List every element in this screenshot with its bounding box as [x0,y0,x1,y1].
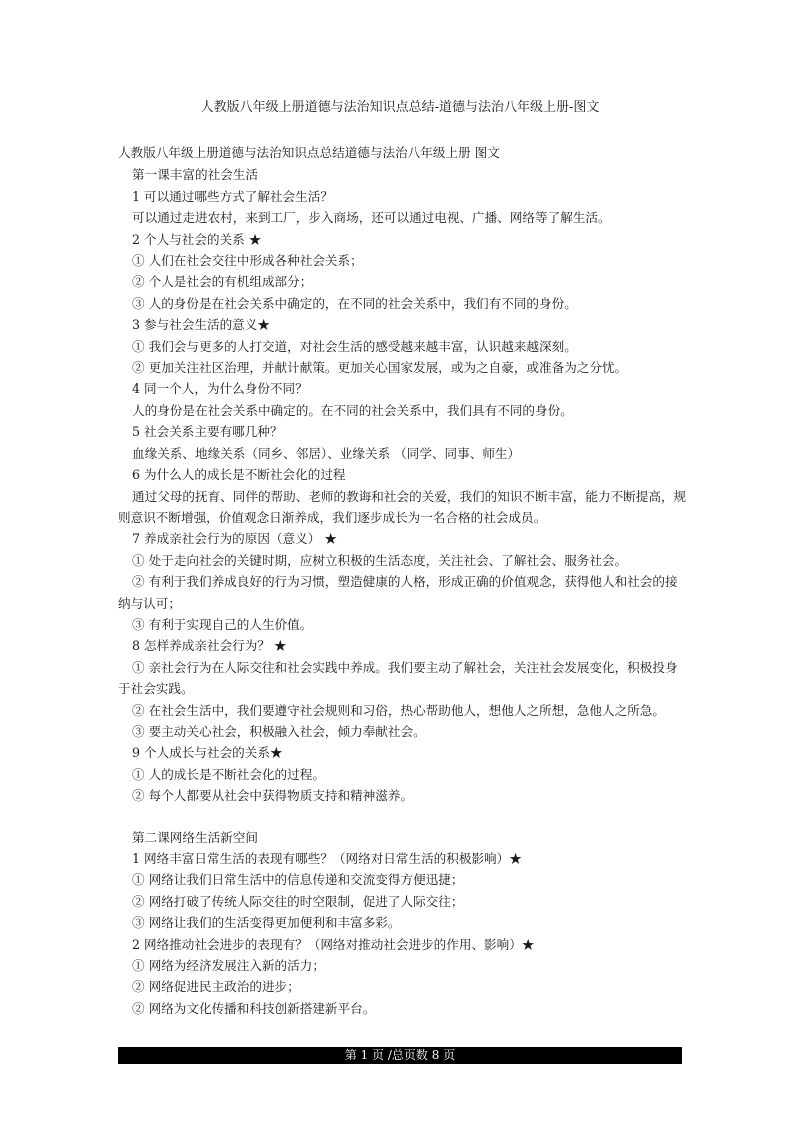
lesson1-q3: 3 参与社会生活的意义★ [132,317,270,333]
document-body [118,142,688,1019]
lesson2-q1: 1 网络丰富日常生活的表现有哪些？（网络对日常生活的积极影响）★ [132,851,522,866]
list-item: ① 网络让我们日常生活中的信息传递和交流变得方便迅捷； [132,872,464,888]
lesson1-title: 第一课丰富的社会生活 [132,167,258,183]
lesson1-q9: 9 个人成长与社会的关系★ [132,745,283,761]
list-item: ① 人的成长是不断社会化的过程。 [132,766,325,782]
list-item: ③ 要主动关心社会，积极融入社会，倾力奉献社会。 [132,723,426,739]
lesson1-q2: 2 个人与社会的关系 ★ [132,231,262,247]
list-item: ① 我们会与更多的人打交道，对社会生活的感受越来越丰富，认识越来越深刻。 [132,338,577,354]
list-item: ① 网络为经济发展注入新的活力； [132,958,325,974]
lesson1-q6: 6 为什么人的成长是不断社会化的过程 [132,467,346,483]
section-spacer [118,807,688,827]
lesson1-q1: 1 可以通过哪些方式了解社会生活？ [132,188,333,204]
lesson1-a6: 通过父母的抚育、同伴的帮助、老师的教诲和社会的关爱，我们的知识不断丰富，能力不断提高，规则意识不断增强，价值观念日渐养成，我们逐步成长为一名合格的社会成员。 [118,488,687,525]
list-item: ② 更加关注社区治理，并献计献策。更加关心国家发展，或为之自豪，或准备为之分忧。 [132,360,628,376]
list-item: ② 网络打破了传统人际交往的时空限制，促进了人际交往； [132,893,464,909]
list-item: ② 个人是社会的有机组成部分； [132,274,313,290]
list-item: ② 每个人都要从社会中获得物质支持和精神滋养。 [132,788,414,804]
list-item: ③ 人的身份是在社会关系中确定的，在不同的社会关系中，我们有不同的身份。 [132,295,577,311]
lesson2-title: 第二课网络生活新空间 [132,829,258,845]
page-title: 人教版八年级上册道德与法治知识点总结-道德与法治八年级上册-图文 [200,100,600,115]
lesson1-a5: 血缘关系、地缘关系（同乡、邻居）、业缘关系 （同学、同事、师生） [132,445,521,461]
list-item: ① 亲社会行为在人际交往和社会实践中养成。我们要主动了解社会，关注社会发展变化，积极投身于社会实践。 [118,659,678,697]
page-number-label: 第 1 页 /总页数 8 页 [344,1048,456,1062]
list-item: ① 人们在社会交往中形成各种社会关系； [132,253,363,269]
list-item: ① 处于走向社会的关键时期，应树立积极的生活态度，关注社会、了解社会、服务社会。 [132,552,628,568]
lesson1-a1: 可以通过走进农村，来到工厂，步入商场，还可以通过电视、广播、网络等了解生活。 [132,210,611,226]
lesson1-q7: 7 养成亲社会行为的原因（意义） ★ [132,531,337,547]
list-item: ② 网络为文化传播和科技创新搭建新平台。 [132,1000,376,1016]
lesson2-q2: 2 网络推动社会进步的表现有？（网络对推动社会进步的作用、影响）★ [132,936,535,952]
lesson1-q4: 4 同一个人，为什么身份不同？ [132,381,308,397]
list-item: ② 有利于我们养成良好的行为习惯，塑造健康的人格，形成正确的价值观念，获得他人和社会的接纳与认可； [118,574,678,611]
list-item: ③ 网络让我们的生活变得更加便利和丰富多彩。 [132,915,401,931]
lesson1-q8: 8 怎样养成亲社会行为？ ★ [132,638,287,654]
document-header-line: 人教版八年级上册道德与法治知识点总结道德与法治八年级上册 图文 [118,145,500,160]
list-item: ③ 有利于实现自己的人生价值。 [132,616,313,632]
lesson1-q5: 5 社会关系主要有哪几种？ [132,424,283,440]
list-item: ② 在社会生活中，我们要遵守社会规则和习俗，热心帮助他人，想他人之所想，急他人之所急。 [132,702,665,718]
lesson1-a4: 人的身份是在社会关系中确定的。在不同的社会关系中，我们具有不同的身份。 [132,402,573,418]
list-item: ② 网络促进民主政治的进步； [132,979,300,995]
page-footer [118,1047,682,1064]
